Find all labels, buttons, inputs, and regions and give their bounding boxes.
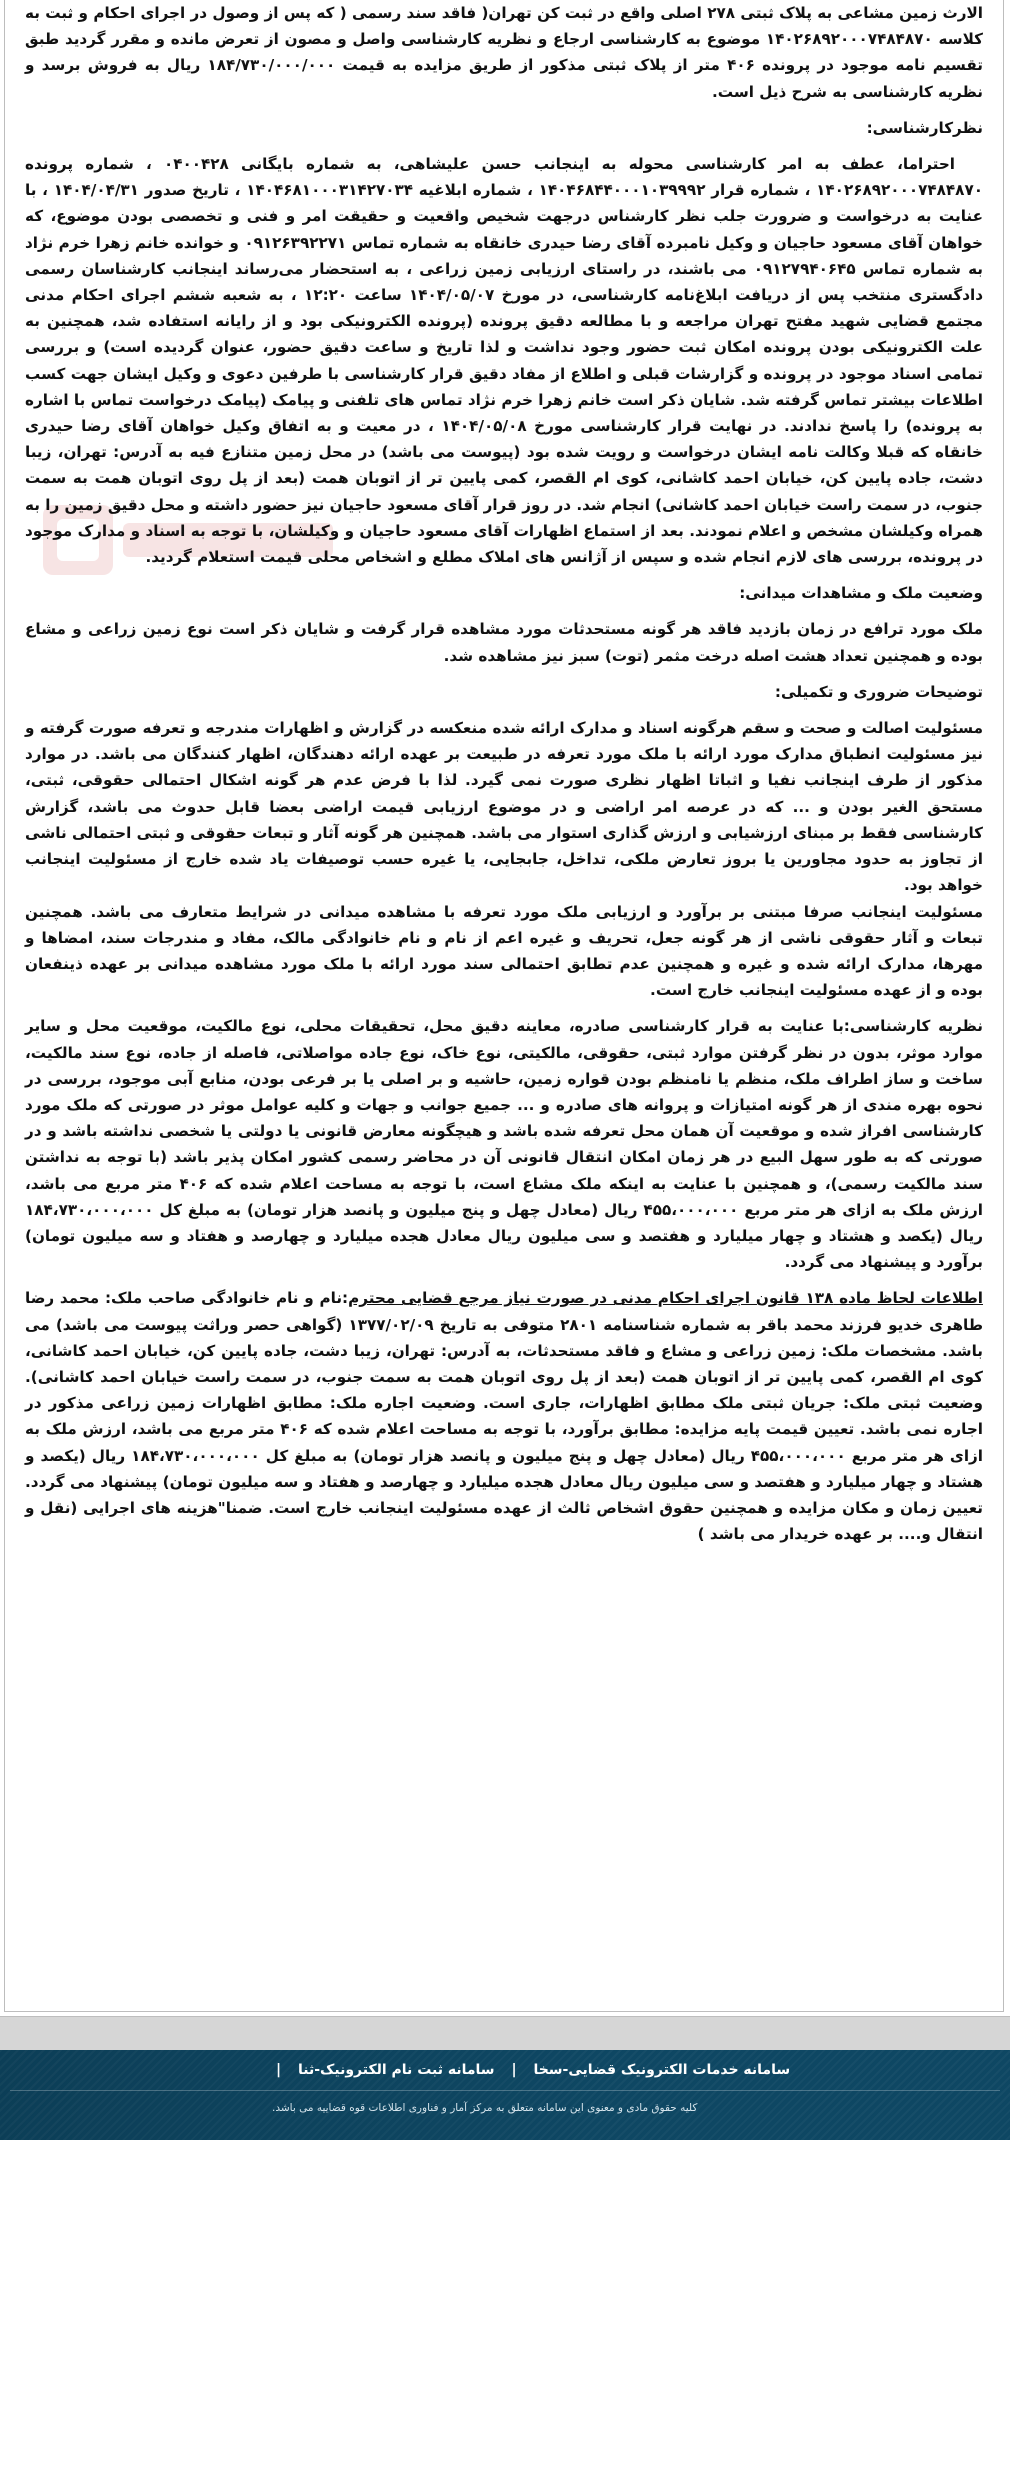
article-138-text: :نام و نام خانوادگی صاحب ملک: محمد رضا طاهری خدیو فرزند محمد باقر به شماره شناسنامه ۲۸۰۱ متوفی به تاریخ ۱۳۷۷/۰۲/۰۹ (گواهی حصر وراثت پیوست می باشد) می باشد. مشخصات ملک: زمین زراعی و مشاع و فاقد مستحدثات، به آدرس: تهران، زیبا دشت، جاده پایین کن، خیابان احمد کاشانی، کوی ام القصر، کمی پایین تر از اتوبان همت (بعد از پل روی اتوبان همت به سمت جنوب، در سمت راست خیابان احمد کاشانی). وضعیت ثبتی ملک: جریان ثبتی ملک مطابق اظهارات، جاری است. وضعیت اجاره ملک: مطابق اظهارات زمین زراعی مذکور در اجاره نمی باشد. تعیین قیمت پایه مزایده: مطابق برآورد، با توجه به مساحت اعلام شده که ۴۰۶ متر مربع می باشد، ارزش ملک به ازای هر متر مربع ۴۵۵،۰۰۰،۰۰۰ ریال (معادل چهل و پنج میلیون و پانصد هزار تومان) به مبلغ کل ۱۸۴،۷۳۰،۰۰۰،۰۰۰ ریال (یکصد و هشتاد و چهار میلیارد و هفتصد و سی میلیون ریال معادل هجده میلیارد و چهارصد و هفتاد و سه میلیون تومان) پیشنهاد می گردد. تعیین زمان و مکان مزایده و همچنین حقوق اشخاص ثالث از عهده مسئولیت اینجانب خارج است. ضمنا"هزینه های اجرایی (نقل و انتقال و.... بر عهده خریدار می باشد ) [25,1289,984,1544]
notes-paragraph-2: مسئولیت اینجانب صرفا مبتنی بر برآورد و ارزیابی ملک مورد تعرفه با مشاهده میدانی در شرایط متعارف می باشد. همچنین تبعات و آثار حقوقی ناشی از هر گونه جعل، تحریف و غیره اعم از نام و نام خانوادگی مالک، مفاد و مندرجات سند، امضاها و مهرها، مدارک ارائه شده و غیره و همچنین عدم تطابق احتمالی سند مورد ارائه با ملک مورد مشاهده میدانی بر عهده ذینفعان بوده و از عهده مسئولیت اینجانب خارج است. [25,902,983,1000]
expert-paragraph: احتراما، عطف به امر کارشناسی محوله به اینجانب حسن علیشاهی، به شماره بایگانی ۰۴۰۰۴۲۸ ، شماره پرونده ۱۴۰۲۶۸۹۲۰۰۰۷۴۸۴۸۷۰ ، شماره قرار ۱۴۰۴۶۸۴۴۰۰۰۱۰۳۹۹۹۲ ، شماره ابلاغیه ۱۴۰۴۶۸۱۰۰۰۳۱۴۲۷۰۳۴ ، تاریخ صدور ۱۴۰۴/۰۴/۳۱ ، با عنایت به درخواست و ضرورت جلب نظر کارشناس درجهت شخیص واقعیت و حقیقت امر و فنی و تخصصی بودن موضوع، که خواهان آقای مسعود حاجیان و وکیل نامبرده آقای رضا حیدری خانقاه به شماره تماس ۰۹۱۲۶۳۹۲۲۷۱ و خوانده خانم زهرا خرم نژاد به شماره تماس ۰۹۱۲۷۹۴۰۶۴۵ می باشند، در راستای ارزیابی زمین زراعی ، به استحضار می‌رساند اینجانب کارشناسان رسمی دادگستری منتخب پس از دریافت ابلاغ‌نامه کارشناسی، در مورخ ۱۴۰۴/۰۵/۰۷ ساعت ۱۲:۲۰ ، به شعبه ششم اجرای احکام مدنی مجتمع قضایی شهید مفتح تهران مراجعه و با مطالعه دقیق پرونده (پرونده الکترونیکی بود و از رایانه استفاده شد، همچنین به علت الکترونیکی بودن پرونده امکان ثبت حضور وجود نداشت و لذا تاریخ و ساعت دقیق حضور، عنوان گردیده است) و بررسی تمامی اسناد موجود در پرونده و گزارشات قبلی و اطلاع از مفاد دقیق قرار کارشناسی با طرفین دعوی و وکیل ایشان جهت کسب اطلاعات بیشتر تماس گرفته شد. شایان ذکر است خانم زهرا خرم نژاد تماس های تلفنی و پیامک (پیامک درخواست تماس با اشاره به پرونده) را پاسخ ندادند. در نهایت قرار کارشناسی مورخ ۱۴۰۴/۰۵/۰۸ ، در معیت و به اتفاق وکیل خواهان آقای رضا حیدری خانقاه که قبلا وکالت نامه ایشان درخواست و رویت شده بود (پیوست می باشد) در محل زمین متنازع فیه به آدرس: تهران، زیبا دشت، جاده پایین کن، خیابان احمد کاشانی، کوی ام القصر، کمی پایین تر از اتوبان همت (بعد از پل روی اتوبان همت به سمت جنوب، در سمت راست خیابان احمد کاشانی) انجام شد. در روز قرار آقای مسعود حاجیان نیز حضور داشته و محل دقیق زمین را به همراه وکیلشان مشخص و اعلام نمودند. بعد از استماع اظهارات آقای مسعود حاجیان و وکیلشان، با توجه به اسناد و مدارک موجود در پرونده، بررسی های لازم انجام شده و سپس از آژانس های املاک مطلع و اشخاص محلی قیمت استعلام گردید. [25,155,983,567]
site-footer [0,2050,1010,2140]
article-138-paragraph [25,1285,983,1547]
footer-link-sana[interactable]: سامانه ثبت نام الکترونیک-ثنا [298,2062,495,2078]
notes-paragraph-1: مسئولیت اصالت و صحت و سقم هرگونه اسناد و مدارک ارائه شده منعکسه در گزارش و اظهارات مندرجه و تعرفه صورت گرفته و نیز مسئولیت انطباق مدارک مورد ارائه با ملک مورد تعرفه در طبیعت بر عهده ارائه دهندگان، اظهار کنندگان می باشد. در موارد مذکور از طرف اینجانب نفیا و اثباتا اظهار نظری صورت نمی گیرد. لذا با فرض عدم هر گونه اشکال احتمالی حقوقی، ثبتی، مستحق الغیر بودن و ... که در عرصه امر اراضی و در موضوع ارزیابی قیمت اراضی بعضا قابل حدوث می باشد، گزارش کارشناسی فقط بر مبنای ارزشیابی و ارزش گذاری استوار می باشد. همچنین هر گونه آثار و تبعات حقوقی و ثبتی احتمالی ناشی از تجاوز به حدود مجاورین یا بروز تعارض ملکی، تداخل، جابجایی، یا غیره حسب توصیفات یاد شده خارج از مسئولیت اینجانب خواهد بود. [25,719,983,895]
property-status-heading: وضعیت ملک و مشاهدات میدانی: [739,584,983,603]
footer-divider [10,2090,1000,2091]
expert-heading: نظرکارشناسی: [866,118,983,137]
document-body [25,0,983,1547]
footer-top-band [0,2016,1010,2051]
document-sheet [4,0,1004,2012]
footer-separator: | [511,2062,517,2078]
intro-paragraph: الارث زمین مشاعی به پلاک ثبتی ۲۷۸ اصلی واقع در ثبت کن تهران( فاقد سند رسمی ( که پس از وصول در اجرای احکام و ثبت به کلاسه ۱۴۰۲۶۸۹۲۰۰۰۷۴۸۴۸۷۰ موضوع به کارشناسی ارجاع و نظریه کارشناسی واصل و مصون از تعرض مانده و مقرر گردید طبق تقسیم نامه موجود در پرونده ۴۰۶ متر از پلاک ثبتی مذکور از طریق مزایده به قیمت ۱۸۴/۷۳۰/۰۰۰/۰۰۰ ریال به فروش برسد و نظریه کارشناسی به شرح ذیل است. [25,4,983,101]
footer-link-sakha[interactable]: سامانه خدمات الکترونیک قضایی-سخا [533,2062,791,2078]
footer-links [270,2062,796,2078]
footer-separator-2: | [276,2062,282,2078]
article-138-heading: اطلاعات لحاظ ماده ۱۳۸ قانون اجرای احکام مدنی در صورت نیاز مرجع قضایی محترم [348,1289,983,1308]
footer-inner [0,2050,1010,2140]
expert-opinion-paragraph: نظریه کارشناسی:با عنایت به قرار کارشناسی صادره، معاینه دقیق محل، تحقیقات محلی، نوع مالکیت، موقعیت محل و سایر موارد موثر، بدون در نظر گرفتن موارد ثبتی، حقوقی، مالکیتی، نوع خاک، نوع جاده مواصلاتی، فاصله از جاده، نوع سند مالکیت، ساخت و ساز اطراف ملک، منظم یا نامنظم بودن قواره زمین، حاشیه و بر اصلی یا بر فرعی بودن، منابع آبی موجود، بررسی در نحوه بهره مندی از هر گونه امتیازات و پروانه های صادره و ... جمیع جوانب و جهات و کلیه عوامل موثر در صورتی که ملک مورد کارشناسی افراز شده و موقعیت آن همان محل تعرفه شده باشد و هیچگونه معارض قانونی یا دولتی یا شخصی نداشته باشد و در صورتی که به طور سهل البیع در هر زمان امکان انتقال قانونی آن در محاضر رسمی کشور امکان پذیر باشد (با توجه به نداشتن سند مالکیت رسمی)، و همچنین با عنایت به اینکه ملک مشاع است، با توجه به مساحت اعلام شده که ۴۰۶ متر مربع می باشد، ارزش ملک به ازای هر متر مربع ۴۵۵،۰۰۰،۰۰۰ ریال (معادل چهل و پنج میلیون و پانصد هزار تومان) به مبلغ کل ۱۸۴،۷۳۰،۰۰۰،۰۰۰ ریال (یکصد و هشتاد و چهار میلیارد و هفتصد و سی میلیون ریال معادل هجده میلیارد و چهارصد و هفتاد و سه میلیون تومان) برآورد و پیشنهاد می گردد. [25,1017,984,1272]
footer-copyright: کلیه حقوق مادی و معنوی این سامانه متعلق به مرکز آمار و فناوری اطلاعات قوه قضاییه می باشد. [272,2102,698,2114]
property-status-paragraph: ملک مورد ترافع در زمان بازدید فاقد هر گونه مستحدثات مورد مشاهده قرار گرفت و شایان ذکر است نوع زمین زراعی و مشاع بوده و همچنین تعداد هشت اصله درخت مثمر (توت) سبز نیز مشاهده شد. [25,620,983,665]
notes-heading: توضیحات ضروری و تکمیلی: [774,682,983,701]
